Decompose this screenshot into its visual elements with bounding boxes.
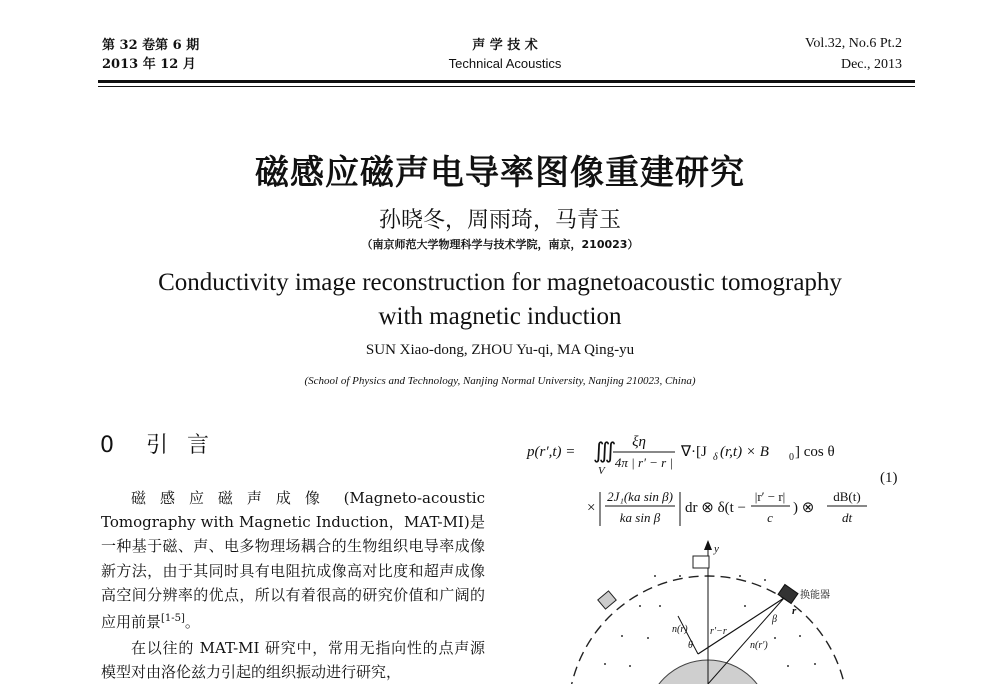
eq-frac2-den: ka sin β (619, 510, 661, 525)
eq-term1: ∇·[J (681, 444, 707, 460)
label-n-rp: n(r′) (750, 640, 768, 651)
equation-1 (525, 434, 885, 534)
header-volume-en: Vol.32, No.6 Pt.2 (805, 36, 902, 51)
p1-lead: 磁感应磁声成像 (131, 489, 334, 507)
transducer-label: 换能器 (800, 590, 830, 601)
eq-frac4-num: dB(t) (833, 489, 861, 504)
eq-frac2-num: 2J₁(ka sin β) (607, 489, 673, 504)
p1-end: 。 (184, 613, 200, 632)
paragraph-1 (101, 486, 485, 634)
eq-frac1-num: ξη (632, 434, 646, 450)
eq-times: × (587, 500, 596, 516)
eq-term2-b: ) ⊗ (793, 500, 815, 516)
eq-frac1-den: 4π | r′ − r | (614, 455, 674, 470)
eq-integral: ∭ (593, 438, 617, 463)
eq-frac3-den: c (767, 510, 773, 525)
section-heading (100, 428, 215, 459)
label-beta: β (772, 614, 777, 625)
authors-en: SUN Xiao-dong, ZHOU Yu-qi, MA Qing-yu (365, 342, 635, 358)
eq-frac3-num: |r′ − r| (754, 489, 786, 504)
header-journal-en: Technical Acoustics (448, 56, 562, 71)
ray-r (708, 598, 784, 684)
paper-title-en-line2: with magnetic induction (378, 303, 622, 330)
equation-number: (1) (880, 470, 898, 486)
label-theta: θ (688, 640, 693, 651)
transducer-top (693, 556, 709, 568)
affiliation-cn: （南京师范大学物理科学与技术学院，南京，210023） (361, 238, 639, 251)
axis-y-label: y (714, 543, 719, 555)
p1-citation: [1-5] (161, 613, 185, 625)
eq-lhs: p(r′,t) = (527, 444, 576, 460)
section-title: 引 言 (146, 433, 215, 458)
paragraph-2: 在以往的 MAT-MI 研究中，常用无指向性的点声源模型对由洛伦兹力引起的组织振动进行研究， (101, 639, 485, 682)
label-r-diff: r′−r (710, 626, 727, 637)
authors-cn: 孙晓冬，周雨琦，马青玉 (378, 208, 621, 233)
paper-title-cn: 磁感应磁声电导率图像重建研究 (255, 153, 745, 193)
label-r: r (792, 605, 797, 617)
header-journal-cn: 声 学 技 术 (472, 38, 538, 53)
section-number: 0 (100, 433, 120, 458)
paper-title-en (0, 266, 1000, 334)
label-n-r: n(r) (672, 624, 688, 635)
header-volume-cn: 第 32 卷第 6 期 (102, 38, 200, 53)
figure-diagram (560, 536, 870, 684)
header-date-en: Dec., 2013 (840, 57, 902, 72)
header-date-cn: 2013 年 12 月 (102, 57, 196, 72)
eq-term1-b: (r,t) × B (720, 444, 769, 460)
eq-term1-sub: δ (713, 452, 718, 463)
eq-term1-c: ] cos θ (795, 444, 835, 460)
eq-term2: dr ⊗ δ(t − (685, 500, 747, 516)
eq-term1-sub2: 0 (789, 452, 794, 463)
affiliation-en: (School of Physics and Technology, Nanjing Normal University, Nanjing 210023, China) (304, 375, 696, 387)
header-rule-thick (98, 80, 915, 83)
body-text (101, 486, 485, 685)
eq-domain: V (598, 465, 605, 477)
header-rule-thin (98, 86, 915, 87)
transducer-left (598, 591, 616, 609)
y-axis-arrow-icon (704, 540, 712, 550)
eq-frac4-den: dt (841, 510, 853, 525)
paper-title-en-line1: Conductivity image reconstruction for magnetoacoustic tomography (158, 269, 842, 296)
p1-text: (Magneto-acoustic Tomography with Magnetic Induction，MAT-MI)是一种基于磁、声、电多物理场耦合的生物组织电导率成像新方法，由于其同时具有电阻抗成像高对比度和超声成像高空间分辨率的优点，所以有着很高的研究价值和广阔的应用前景 (101, 489, 485, 632)
